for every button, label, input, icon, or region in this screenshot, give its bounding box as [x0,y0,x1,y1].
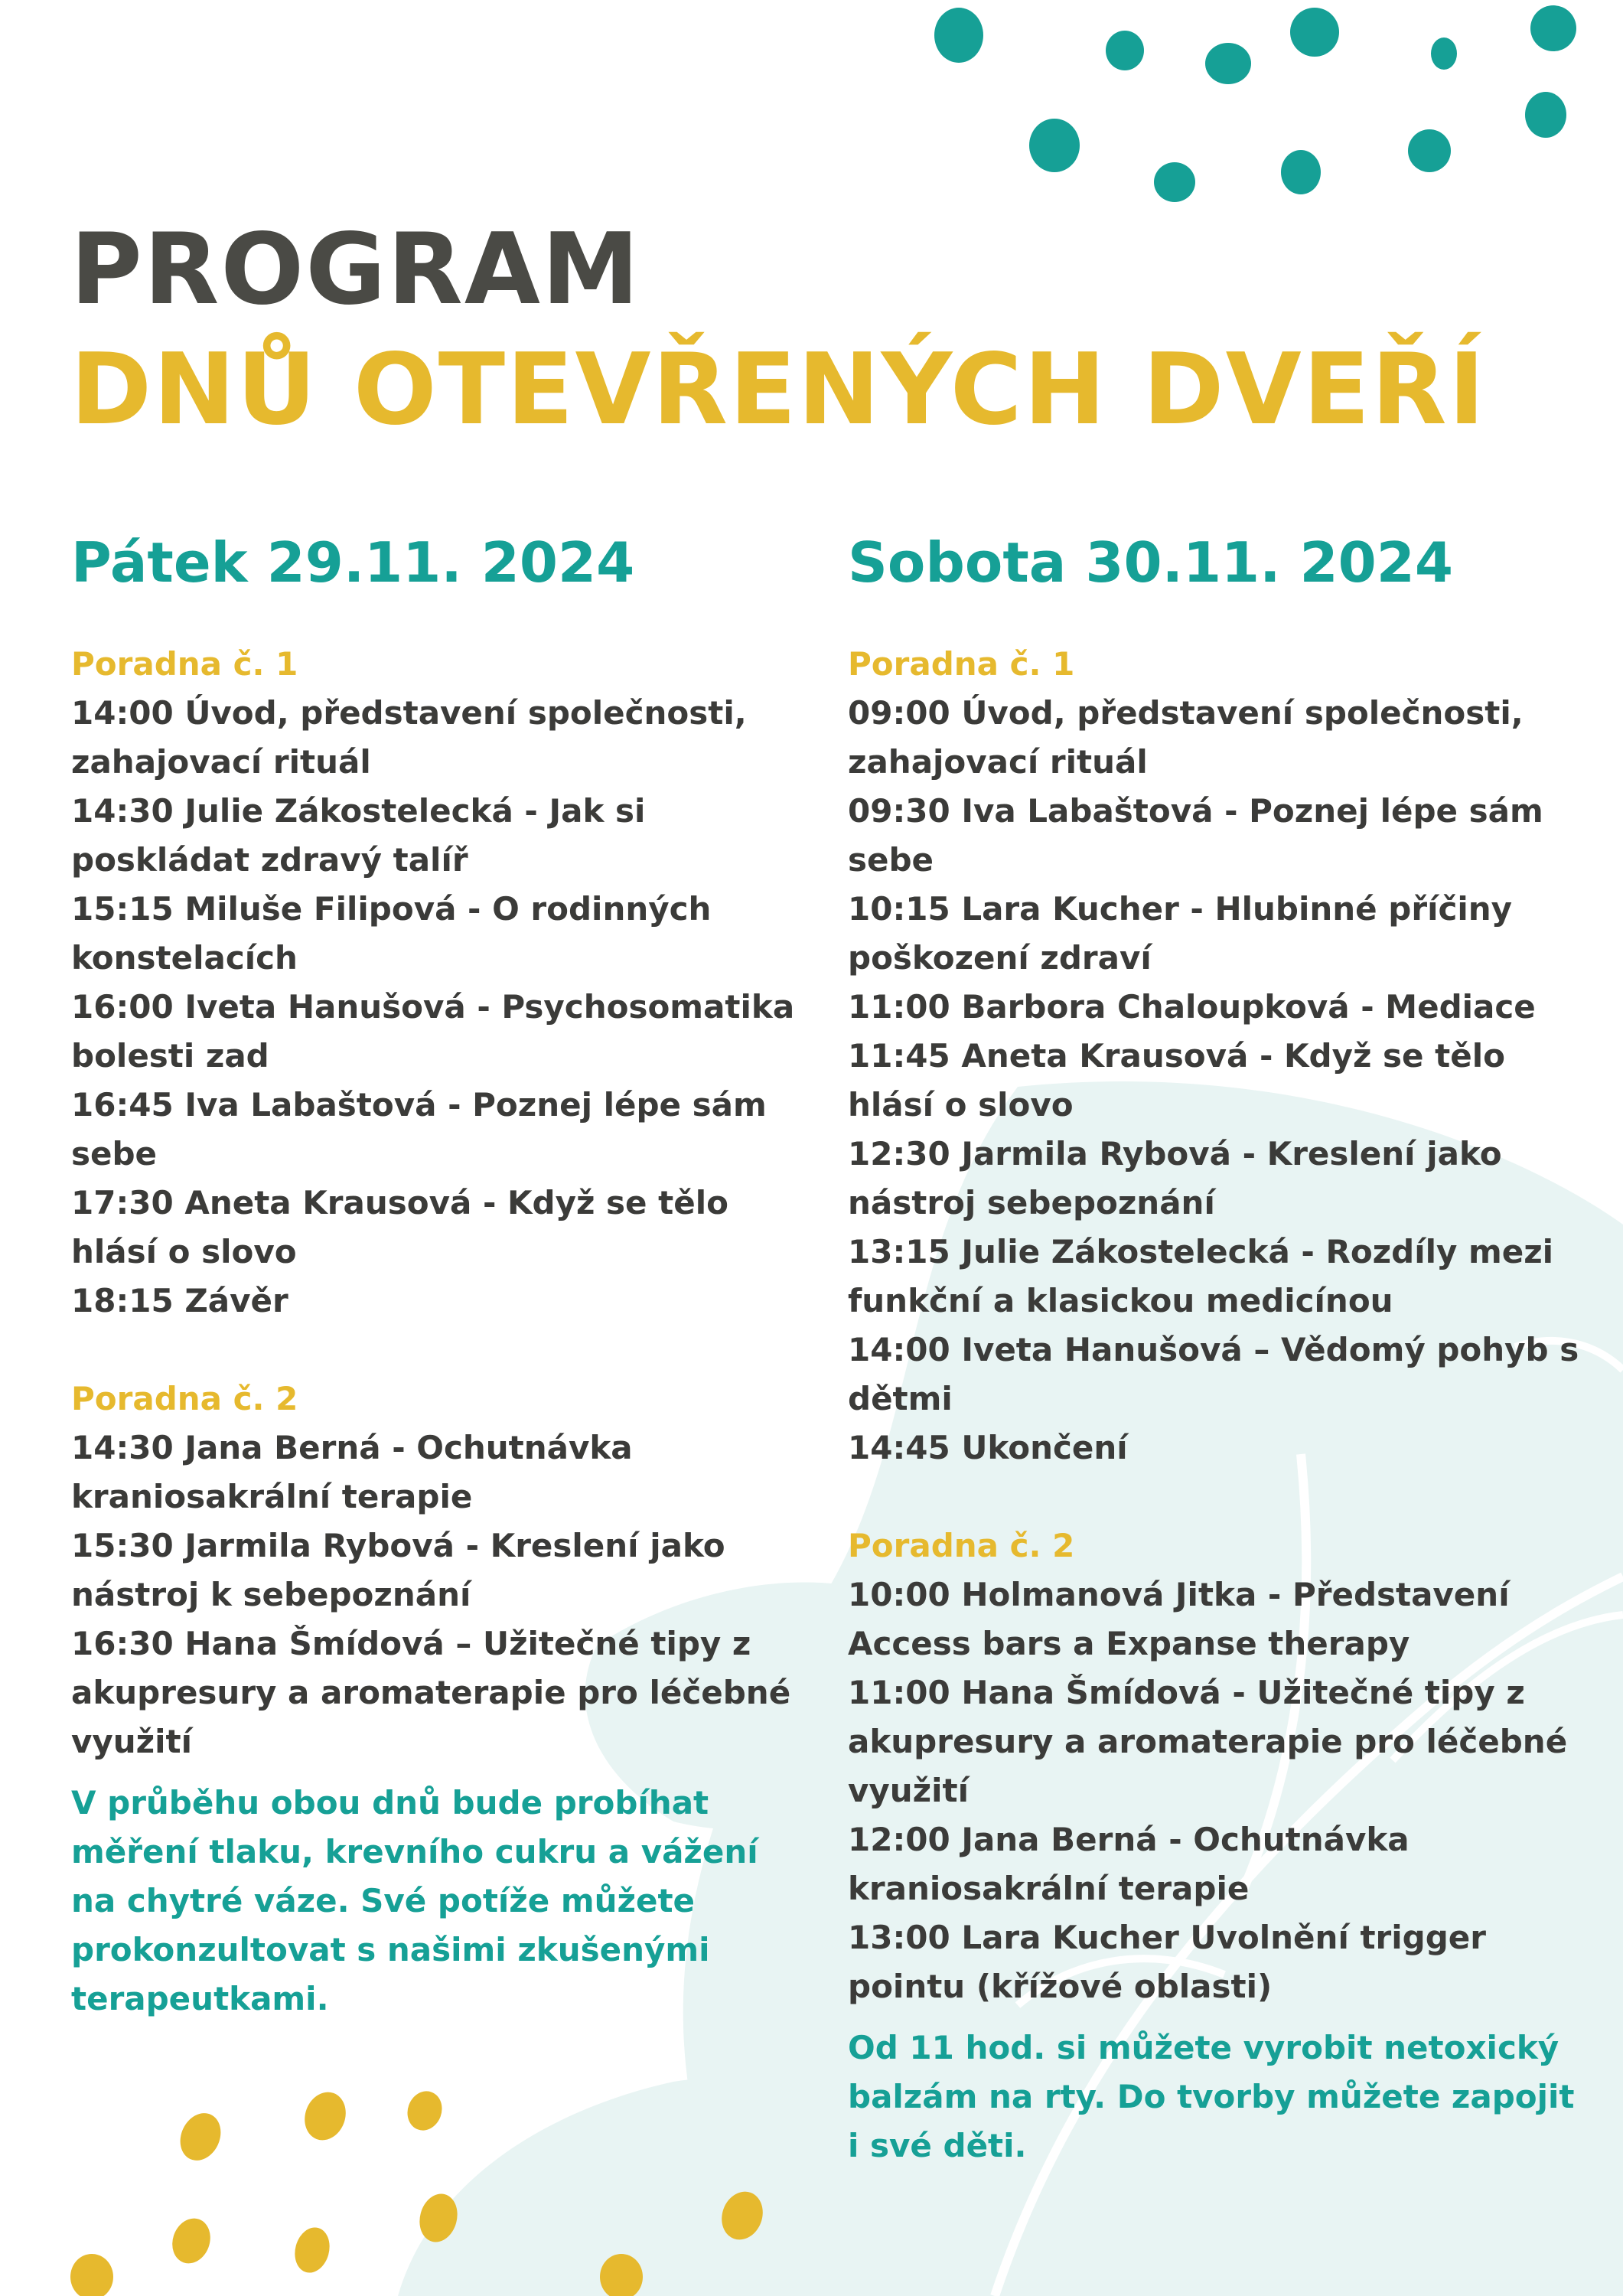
schedule-item: 12:30 Jarmila Rybová - Kreslení jako nástroj sebepoznání [848,1135,1502,1221]
teal-dot [1431,38,1457,70]
schedule-item: 14:00 Úvod, představení společnosti, zahajovací rituál [71,694,747,781]
schedule-item: 11:00 Hana Šmídová - Užitečné tipy z akupresury a aromaterapie pro léčebné využití [848,1674,1568,1809]
saturday-room1-list [848,689,1582,1473]
schedule-item: 12:00 Jana Berná - Ochutnávka kraniosakrální terapie [848,1821,1410,1907]
schedule-item: 15:30 Jarmila Rybová - Kreslení jako nástroj k sebepoznání [71,1527,725,1613]
schedule-item: 14:30 Julie Zákostelecká - Jak si poskládat zdravý talíř [71,792,646,879]
saturday-note: Od 11 hod. si můžete vyrobit netoxický balzám na rty. Do tvorby můžete zapojit i své děti. [848,2029,1575,2164]
schedule-item: 09:30 Iva Labaštová - Poznej lépe sám sebe [848,792,1543,879]
schedule-item: 10:15 Lara Kucher - Hlubinné příčiny poškození zdraví [848,890,1513,977]
friday-column [71,528,806,2024]
teal-dot [1290,8,1339,57]
schedule-item: 16:00 Iveta Hanušová - Psychosomatika bolesti zad [71,988,795,1075]
schedule-item: 14:45 Ukončení [848,1429,1128,1466]
schedule-item: 13:15 Julie Zákostelecká - Rozdíly mezi funkční a klasickou medicínou [848,1233,1554,1319]
teal-dot [1205,43,1251,84]
schedule-item: 15:15 Miluše Filipová - O rodinných konstelacích [71,890,712,977]
yellow-dot [70,2254,113,2296]
teal-dot [1029,119,1080,172]
friday-room2-label: Poradna č. 2 [71,1380,298,1417]
yellow-dot [298,2086,353,2146]
friday-note: V průběhu obou dnů bude probíhat měření tlaku, krevního cukru a vážení na chytré váze. Své potíže můžete prokonzultovat s našimi zkušenými terapeutkami. [71,1784,758,2017]
saturday-column [848,528,1582,2170]
yellow-dot [166,2213,217,2269]
schedule-item: 18:15 Závěr [71,1282,288,1319]
teal-dots [934,5,1576,202]
schedule-item: 09:00 Úvod, představení společnosti, zahajovací rituál [848,694,1524,781]
friday-room1-label: Poradna č. 1 [71,645,298,683]
schedule-item: 17:30 Aneta Krausová - Když se tělo hlásí o slovo [71,1184,728,1270]
schedule-item: 11:45 Aneta Krausová - Když se tělo hlásí o slovo [848,1037,1505,1124]
teal-dot [934,8,983,63]
teal-dot [1530,5,1576,51]
friday-room1-list [71,689,806,1326]
page-title-line2: DNŮ OTEVŘENÝCH DVEŘÍ [70,333,1487,447]
yellow-dot [173,2106,228,2167]
schedule-item: 11:00 Barbora Chaloupková - Mediace [848,988,1536,1026]
saturday-heading: Sobota 30.11. 2024 [848,530,1453,595]
saturday-room2-label: Poradna č. 2 [848,1527,1075,1564]
page-title-line1: PROGRAM [70,213,641,327]
saturday-room2-list [848,1570,1582,2011]
teal-dot [1106,31,1144,70]
yellow-dot [402,2086,447,2135]
teal-dot [1281,150,1321,194]
saturday-room1-label: Poradna č. 1 [848,645,1075,683]
teal-dot [1525,92,1566,138]
schedule-item: 10:00 Holmanová Jitka - Představení Access bars a Expanse therapy [848,1576,1510,1662]
teal-dot [1408,129,1451,172]
schedule-item: 14:00 Iveta Hanušová – Vědomý pohyb s dětmi [848,1331,1579,1417]
yellow-dot [290,2223,334,2276]
schedule-item: 14:30 Jana Berná - Ochutnávka kraniosakrální terapie [71,1429,633,1515]
friday-room2-list [71,1424,806,1766]
schedule-item: 16:30 Hana Šmídová – Užitečné tipy z akupresury a aromaterapie pro léčebné využití [71,1625,791,1760]
teal-dot [1154,162,1195,202]
friday-heading: Pátek 29.11. 2024 [71,530,635,595]
schedule-item: 13:00 Lara Kucher Uvolnění trigger pointu (křížové oblasti) [848,1919,1486,2005]
schedule-item: 16:45 Iva Labaštová - Poznej lépe sám sebe [71,1086,767,1172]
